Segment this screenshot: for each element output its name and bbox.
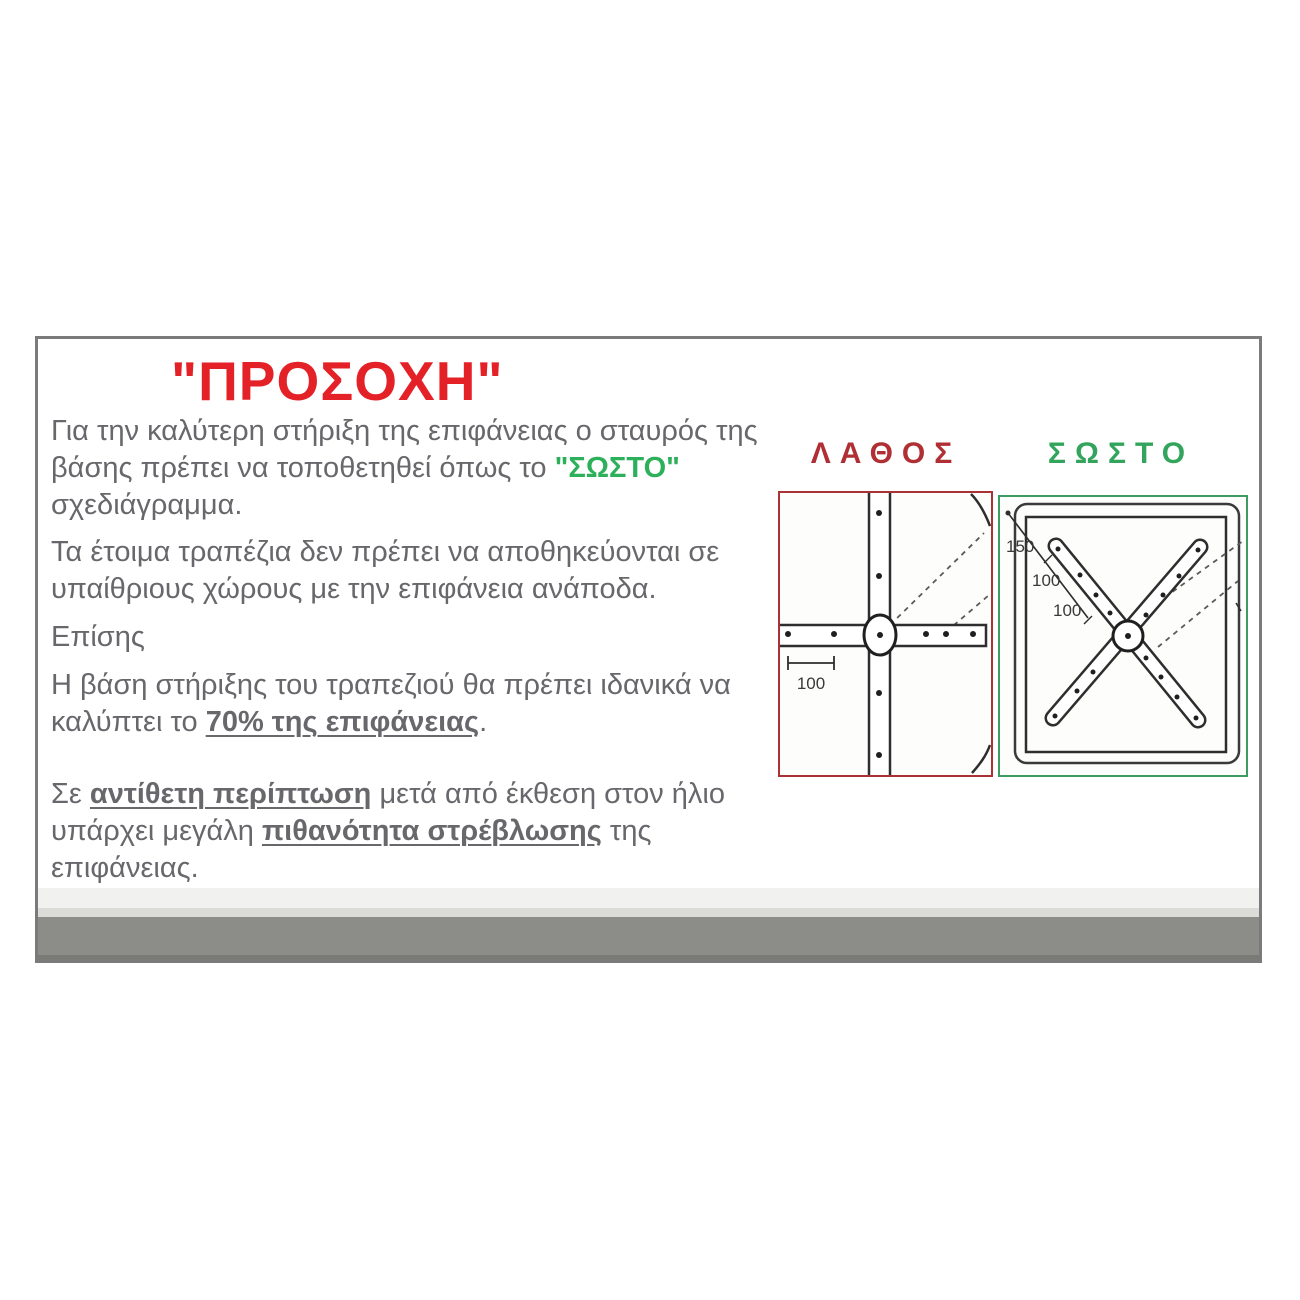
text-line [51,776,758,813]
text-segment-emphasis: αντίθετη περίπτωση [89,778,372,810]
paragraph-also [51,619,758,656]
text-segment-emphasis: 70% της επιφάνειας [205,706,480,738]
text-segment: Η βάση στήριξης του τραπεζιού θα πρέπει ιδανικά να [51,669,731,701]
text-segment: υπάρχει μεγάλη [51,815,262,847]
text-line [51,413,758,450]
wrong-diagram-drawing [780,493,991,775]
paragraph-coverage [51,667,758,741]
dimension-label: 100 [796,674,826,693]
text-line [51,487,758,524]
text-line [51,850,758,887]
text-line [51,450,758,487]
dimension-label: 150 [1006,537,1035,556]
correct-diagram [998,495,1248,777]
text-segment: Σε [51,778,90,810]
text-segment: . [479,706,488,738]
dimension-label: 100 [1053,601,1082,620]
correct-label: ΣΩΣΤΟ [1047,437,1195,470]
text-segment: Τα έτοιμα τραπέζια δεν πρέπει να αποθηκεύονται σε [51,536,720,568]
text-segment: Επίσης [51,621,145,653]
footer-bar [38,917,1259,955]
paragraph-support [51,413,758,524]
wrong-diagram [778,491,993,777]
attention-title: "ΠΡΟΣΟΧΗ" [171,350,504,412]
text-line [51,813,758,850]
text-line [51,619,758,656]
text-line [51,534,758,571]
text-segment-emphasis: πιθανότητα στρέβλωσης [261,815,602,847]
text-segment-correct-highlight: "ΣΩΣΤΟ" [554,452,680,484]
text-line [51,667,758,704]
text-line [51,704,758,741]
instruction-panel [35,336,1262,963]
correct-diagram-drawing [1000,497,1246,775]
text-segment: καλύπτει το [51,706,206,738]
dimension-100 [788,656,834,693]
dimension-label: 100 [1032,571,1061,590]
text-segment: Για την καλύτερη στήριξη της επιφάνειας ο σταυρός της [51,415,758,447]
text-line [51,571,758,608]
text-segment: υπαίθριους χώρους με την επιφάνεια ανάποδα. [51,573,657,605]
paragraph-warning [51,776,758,887]
footer-strip-light [38,888,1259,908]
text-segment: βάσης πρέπει να τοποθετηθεί όπως το [51,452,555,484]
footer-strip-mid [38,908,1259,917]
footer-bar-edge [38,955,1259,960]
paragraph-storage [51,534,758,608]
wrong-label: ΛΑΘΟΣ [810,437,962,470]
body-text [51,413,758,887]
text-segment: της [601,815,652,847]
text-segment: μετά από έκθεση στον ήλιο [371,778,725,810]
text-segment: επιφάνειας. [51,852,199,884]
text-segment: σχεδιάγραμμα. [51,489,243,521]
